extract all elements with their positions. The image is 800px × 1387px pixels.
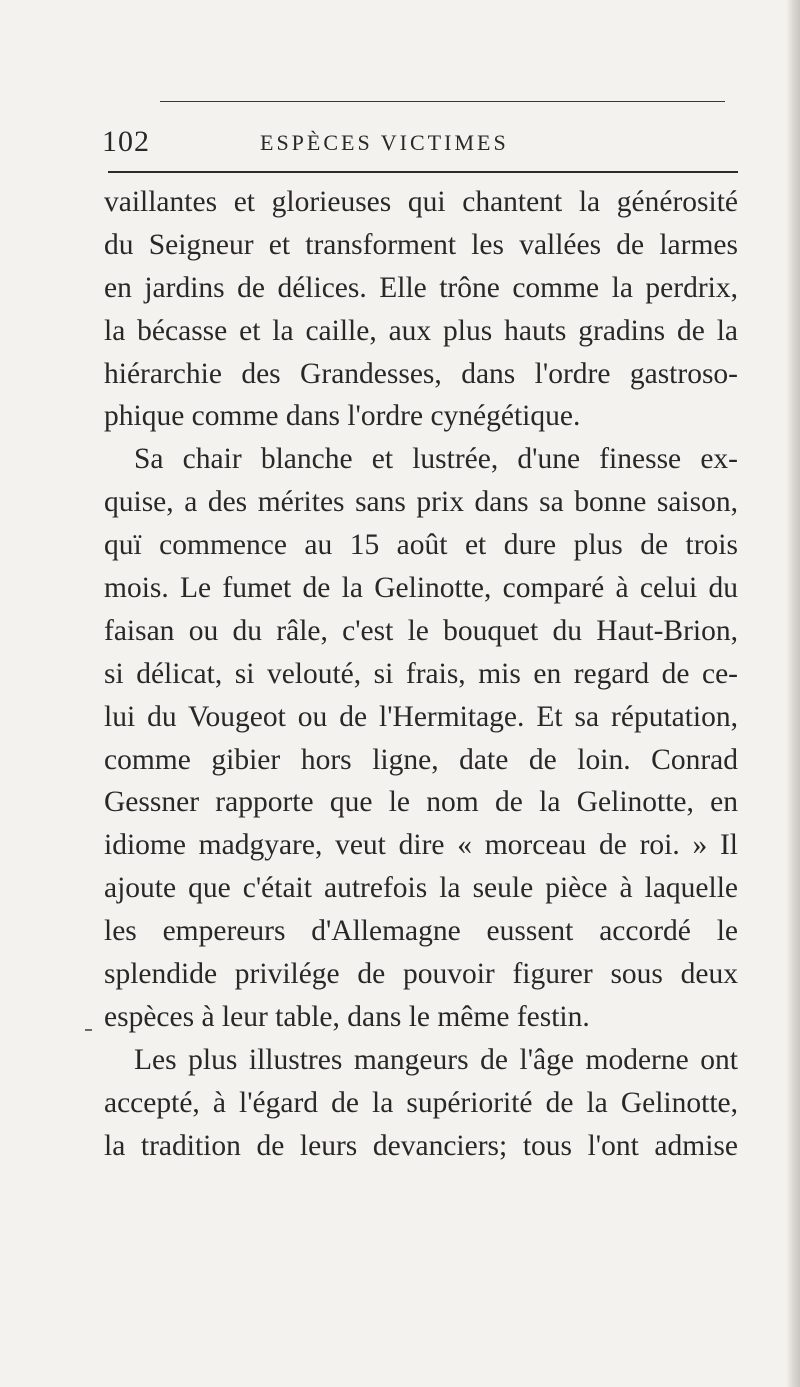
- text-line: en jardins de délices. Elle trône comme la perdrix,: [104, 271, 738, 304]
- text-line: lui du Vougeot ou de l'Hermitage. Et sa réputation,: [104, 700, 738, 733]
- text-line: hiérarchie des Grandesses, dans l'ordre gastroso-: [104, 357, 738, 390]
- text-line: vaillantes et glorieuses qui chantent la générosité: [104, 186, 738, 218]
- text-line: mois. Le fumet de la Gelinotte, comparé à celui du: [104, 572, 738, 605]
- text-line: idiome madgyare, veut dire « morceau de roi. » Il: [104, 829, 738, 862]
- text-line: comme gibier hors ligne, date de loin. Conrad: [104, 743, 738, 776]
- running-title: ESPÈCES VICTIMES: [260, 130, 509, 155]
- page-edge-shadow: [786, 0, 800, 1387]
- text-line: quï commence au 15 août et dure plus de trois: [104, 529, 738, 562]
- running-head: [92, 122, 732, 162]
- text-line: ajoute que c'était autrefois la seule pièce à laquelle: [104, 872, 738, 905]
- text-line: les empereurs d'Allemagne eussent accordé le: [104, 915, 738, 948]
- text-line: Gessner rapporte que le nom de la Gelinotte, en: [104, 786, 738, 819]
- margin-mark: [85, 1029, 92, 1031]
- text-line: quise, a des mérites sans prix dans sa bonne saison,: [104, 486, 738, 519]
- text-line: splendide privilége de pouvoir figurer sous deux: [104, 958, 738, 991]
- paragraph-start-line: Sa chair blanche et lustrée, d'une finesse ex-: [134, 443, 738, 476]
- page-number: 102: [102, 125, 150, 158]
- body-text: [104, 181, 738, 1167]
- text-line: la tradition de leurs devanciers; tous l'ont admise: [104, 1129, 738, 1162]
- text-line: phique comme dans l'ordre cynégétique.: [104, 400, 581, 433]
- header-rule: [108, 171, 738, 173]
- text-line: accepté, à l'égard de la supériorité de la Gelinotte,: [104, 1086, 738, 1119]
- paragraph-start-line: Les plus illustres mangeurs de l'âge moderne ont: [134, 1043, 738, 1076]
- text-line: faisan ou du râle, c'est le bouquet du Haut-Brion,: [104, 614, 738, 647]
- text-line: la bécasse et la caille, aux plus hauts gradins de la: [104, 314, 738, 347]
- top-rule: [160, 101, 725, 102]
- text-line: espèces à leur table, dans le même festin.: [104, 1000, 590, 1033]
- text-line: du Seigneur et transforment les vallées de larmes: [104, 228, 738, 261]
- text-line: si délicat, si velouté, si frais, mis en regard de ce-: [104, 657, 738, 690]
